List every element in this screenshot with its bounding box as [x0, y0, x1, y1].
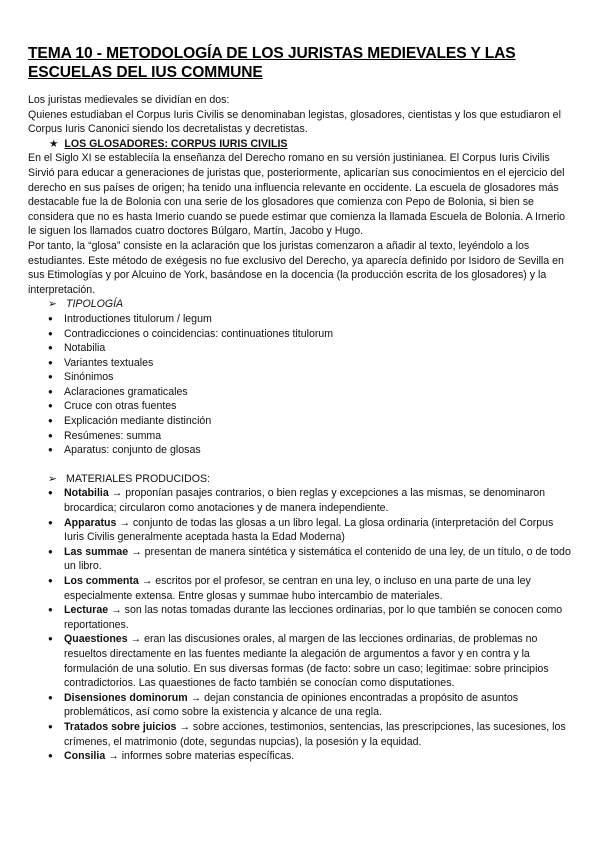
list-item	[28, 749, 576, 764]
list-item: ● Explicación mediante distinción	[28, 414, 576, 429]
item-text: → informes sobre materias específicas.	[105, 750, 295, 763]
tipologia-list	[28, 312, 576, 458]
document-title: TEMA 10 - METODOLOGÍA DE LOS JURISTAS MEDIEVALES Y LAS ESCUELAS DEL IUS COMMUNE	[28, 45, 516, 81]
item-term: Tratados sobre juicios	[64, 720, 177, 733]
glosadores-paragraph-2: Por tanto, la “glosa” consiste en la aclaración que los juristas comenzaron a añadir al texto, leyéndolo a los estudiantes. Este método de exégesis no fue exclusivo del Derecho, ya aparecía definido por Isidoro de Sevilla en sus Etimologías y por Alcuino de York, basándose en la docencia (la producción escrita de los glosadores) y la interpretación.	[28, 239, 564, 296]
materiales-heading	[28, 472, 576, 487]
list-item: ● Resúmenes: summa	[28, 429, 576, 444]
tipologia-heading	[28, 297, 576, 312]
glosadores-paragraph-1: En el Siglo XI se estableciía la enseñanza del Derecho romano en su versión justinianea. El Corpus Iuris Civilis Sirvió para educar a generaciones de juristas que, posteriormente, aplicarían sus conocimientos en el ejercicio del derecho en sus países de origen; ha tenido una influencia relevante en occidente. La escuela de glosadores más destacable fue la de Bolonia con una serie de los glosadores que comienza con Pepo de Bolonia, si bien se considera que no es hasta Imerio cuando se puede estimar que comienza la llamada Escuela de Bolonia. A Irnerio le siguen los llamados cuatro doctores Búlgaro, Martín, Jacobo y Hugo.	[28, 152, 566, 238]
arrow-bullet-icon: ➢	[48, 472, 57, 485]
materiales-heading-text: MATERIALES PRODUCIDOS:	[66, 472, 211, 485]
list-item: ● Aclaraciones gramaticales	[28, 385, 576, 400]
item-term: Los commenta	[64, 575, 139, 587]
list-item	[28, 691, 576, 720]
list-item: ● Introductiones titulorum / legum	[28, 312, 576, 327]
item-term: Quaestiones	[64, 633, 128, 646]
item-text: → sobre acciones, testimonios, sentencias, las prescripciones, las sucesiones, los crímenes, el matrimonio (dote, segundas nupcias), la posesión y la equidad.	[64, 720, 566, 748]
item-term: Consilia	[64, 750, 106, 763]
materiales-list	[28, 486, 576, 763]
glosadores-heading	[28, 137, 576, 152]
item-term: Apparatus	[64, 516, 117, 529]
item-text: → escritos por el profesor, se centran en una ley, o incluso en una parte de una ley especialmente extensa. Entre glosas y summae hubo intercambio de materiales.	[64, 575, 531, 602]
list-item: ● Aparatus: conjunto de glosas	[28, 443, 576, 458]
list-item: ● Sinónimos	[28, 370, 576, 385]
list-item: ● Variantes textuales	[28, 356, 576, 371]
intro	[28, 93, 576, 137]
list-item	[28, 486, 576, 515]
item-text: → son las notas tomadas durante las lecciones ordinarias, por lo que también se conocen como reportationes.	[64, 604, 563, 631]
item-text: → presentan de manera sintética y sistemática el contenido de una ley, de un título, o de todo un libro.	[64, 545, 571, 573]
item-text: → conjunto de todas las glosas a un libro legal. La glosa ordinaria (interpretación del Corpus Iuris Civilis generalmente aceptada hasta la Edad Moderna)	[64, 516, 554, 544]
item-term: Las summae	[64, 545, 129, 558]
item-term: Lecturae	[64, 604, 109, 617]
tipologia-heading-text: TIPOLOGÍA	[66, 298, 124, 311]
item-text: → dejan constancia de opiniones encontradas a propósito de asuntos problemáticos, así como sobre la existencia y alcance de una regla.	[64, 691, 519, 719]
item-term: Disensiones dominorum	[64, 691, 188, 704]
intro-line-1: Los juristas medievales se dividían en dos:	[28, 94, 230, 106]
list-item	[28, 545, 576, 574]
item-text: → eran las discusiones orales, al margen de las lecciones ordinarias, de problemas no resueltos directamente en las fuentes mediante la alegación de argumentos a favor y en contra y la formulación de una solutio. En sus diversas formas (de facto: sobre un caso; legitimae: sobre principios contradictorios. Las quaestiones de facto también se conocían como disputationes.	[64, 633, 549, 690]
list-item	[28, 516, 576, 545]
glosadores-heading-text: LOS GLOSADORES: CORPUS IURIS CIVILIS	[64, 137, 288, 150]
list-item	[28, 574, 576, 603]
item-text: → proponían pasajes contrarios, o bien reglas y excepciones a las mismas, se denominaron brocardica; circularon como anotaciones y de manera independiente.	[64, 487, 546, 515]
intro-line-2: Quienes estudiaban el Corpus Iuris Civilis se denominaban legistas, glosadores, cientistas y los que estudiaron el Corpus Iuris Canonici siendo los decretalistas y decretistas.	[28, 108, 561, 136]
document-page	[28, 44, 576, 764]
list-item: ● Contradicciones o coincidencias: continuationes titulorum	[28, 327, 576, 342]
list-item	[28, 603, 576, 632]
list-item	[28, 720, 576, 749]
list-item: ● Cruce con otras fuentes	[28, 399, 576, 414]
item-term: Notabilia	[64, 487, 109, 500]
list-item: ● Notabilia	[28, 341, 576, 356]
arrow-bullet-icon: ➢	[48, 298, 57, 311]
star-icon: ★	[49, 137, 59, 150]
list-item	[28, 632, 576, 690]
